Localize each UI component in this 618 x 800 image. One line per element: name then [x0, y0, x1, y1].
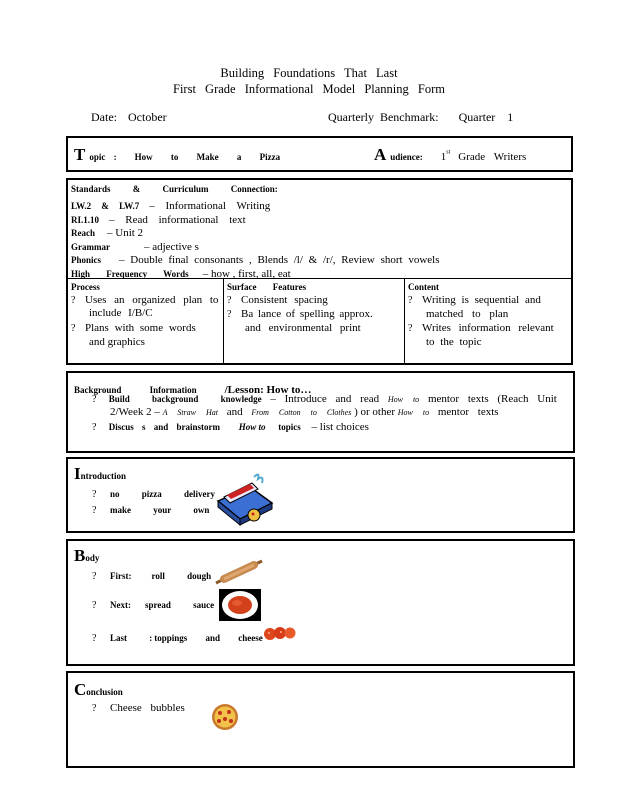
process-column: [68, 279, 223, 363]
audience-field: [374, 145, 526, 165]
background-box: [66, 371, 575, 453]
process-item-cont: include I/B/C: [89, 307, 153, 319]
process-item: ? Uses an organized plan to: [71, 294, 219, 306]
form-title-line1: Building Foundations That Last: [220, 66, 398, 80]
conclusion-box: [66, 671, 575, 768]
body-item: ? Last : toppings and cheese: [92, 633, 263, 644]
date-label: Date:: [91, 110, 117, 124]
surface-item: ? Consistent spacing: [227, 294, 328, 306]
background-item: ? Discus s and brainstorm How to topics – list choices: [92, 421, 369, 433]
introduction-item: ? no pizza delivery: [92, 489, 215, 500]
date-field: [91, 110, 167, 125]
audience-initial: A: [374, 145, 387, 164]
standards-line: Phonics – Double final consonants , Blends /l/ & /r/, Review short vowels: [71, 254, 440, 266]
background-item-cont: 2/Week 2 – A Straw Hat and From Cotton to Clothes ) or other How to mentor texts: [110, 406, 499, 418]
content-item-cont: matched to plan: [426, 308, 509, 320]
standards-heading: Standards & Curriculum Connection:: [71, 184, 278, 194]
benchmark-label: Quarterly Benchmark:: [328, 110, 439, 124]
body-item: ? Next: spread sauce: [92, 600, 215, 611]
background-item: ? Build background knowledge – Introduce and read How to mentor texts (Reach Unit: [92, 393, 557, 405]
content-item: ? Writing is sequential and: [408, 294, 541, 306]
topic-label: opic :: [89, 152, 117, 162]
introduction-box: [66, 457, 575, 533]
standards-line: Reach – Unit 2: [71, 227, 144, 239]
content-item: ? Writes information relevant: [408, 322, 554, 334]
benchmark-value: Quarter 1: [458, 110, 514, 124]
benchmark-field: [328, 110, 513, 125]
topic-initial: T: [74, 145, 86, 164]
standards-line: High Frequency Words – how , first, all, eat: [71, 268, 291, 280]
standards-line: Grammar – adjective s: [71, 241, 199, 253]
introduction-heading: Introduction: [74, 464, 126, 483]
body-item: ? First: roll dough: [92, 571, 212, 582]
standards-box: [66, 178, 573, 365]
date-value: October: [128, 110, 167, 124]
surface-item-cont: and environmental print: [245, 322, 361, 334]
pepperoni-icon: [262, 623, 298, 643]
rolling-pin-icon: [212, 557, 268, 587]
content-heading: Content: [408, 282, 439, 292]
topic-value: How to Make a Pizza: [134, 152, 281, 162]
process-heading: Process: [71, 282, 100, 292]
standards-line: LW.2 & LW.7 – Informational Writing: [71, 200, 271, 212]
introduction-item: ? make your own: [92, 505, 210, 516]
conclusion-item: ? Cheese bubbles: [92, 702, 185, 714]
audience-superscript: st: [446, 149, 451, 156]
surface-item: ? Ba lance of spelling approx.: [227, 308, 373, 320]
pizza-icon: [210, 702, 240, 732]
criteria-table: [68, 278, 571, 363]
audience-value: Grade Writers: [458, 151, 527, 163]
topic-box: [66, 136, 573, 172]
content-item-cont: to the topic: [426, 336, 482, 348]
sauce-plate-icon: [219, 589, 261, 621]
surface-heading: Surface Features: [227, 282, 307, 292]
audience-number: 1: [440, 151, 447, 163]
body-box: [66, 539, 575, 666]
conclusion-heading: Conclusion: [74, 680, 123, 699]
content-column: [405, 279, 571, 363]
standards-line: RI.1.10 – Read informational text: [71, 214, 246, 226]
topic-field: [74, 145, 280, 165]
body-heading: Body: [74, 546, 100, 565]
process-item: ? Plans with some words: [71, 322, 196, 334]
audience-label: udience:: [390, 152, 423, 162]
process-item-cont: and graphics: [89, 336, 145, 348]
form-title-line2: First Grade Informational Model Planning Form: [173, 82, 445, 96]
surface-column: [224, 279, 404, 363]
pizza-box-icon: [214, 471, 276, 531]
background-heading: Background Information /Lesson: How to…: [74, 384, 312, 396]
